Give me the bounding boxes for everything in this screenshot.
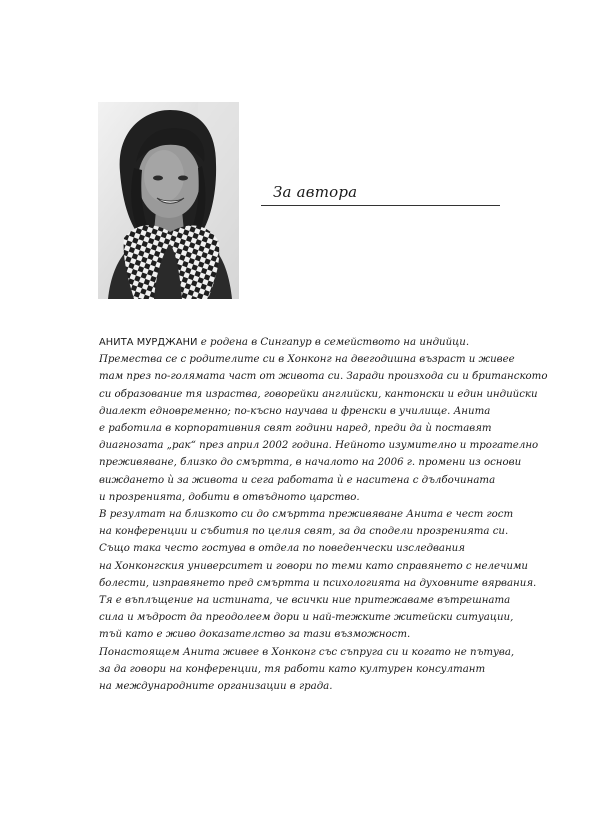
bio-line: Понастоящем Анита живее в Хонконг със съпруга си и когато не пътува,: [99, 646, 515, 658]
author-photo: [98, 102, 239, 299]
author-portrait-icon: [98, 102, 239, 299]
bio-line: диалект едновременно; по-късно научава и френски в училище. Анита: [99, 405, 491, 417]
bio-line: и прозренията, добити в отвъдното царство.: [99, 491, 360, 503]
bio-line: сила и мъдрост да преодолеем дори и най-тежките житейски ситуации,: [99, 612, 514, 624]
bio-line: болести, изправянето пред смъртта и психологията на духовните вярвания.: [99, 577, 537, 589]
section-title: За автора: [273, 183, 358, 201]
bio-line: си образование тя израства, говорейки английски, кантонски и един индийски: [99, 388, 538, 400]
bio-line: Премества се с родителите си в Хонконг на двегодишна възраст и живее: [99, 354, 515, 366]
bio-line: на международните организации в града.: [99, 681, 333, 693]
bio-line: В резултат на близкото си до смъртта преживяване Анита е чест гост: [99, 509, 514, 521]
bio-line: [99, 334, 531, 351]
bio-line: на Хонконгския университет и говори по теми като справянето с нелечими: [99, 560, 528, 572]
bio-line: Също така често гостува в отдела по поведенчески изследвания: [99, 543, 465, 555]
author-name: АНИТА МУРДЖАНИ: [99, 337, 198, 348]
bio-line: диагнозата „рак“ през април 2002 година. Нейното изумително и трогателно: [99, 440, 539, 452]
bio-line: тъй като е живо доказателство за тази възможност.: [99, 629, 411, 641]
bio-line: е работила в корпоративния свят години наред, преди да ѝ поставят: [99, 423, 492, 435]
bio-line: там през по-голямата част от живота си. Заради произхода си и британското: [99, 371, 548, 383]
title-divider: [261, 205, 500, 206]
bio-line: за да говори на конференции, тя работи като културен консултант: [99, 663, 486, 675]
bio-line: на конференции и събития по целия свят, за да сподели прозренията си.: [99, 526, 509, 538]
bio-line-text: е родена в Сингапур в семейството на индийци.: [197, 337, 470, 348]
bio-line: Тя е въплъщение на истината, че всички ние притежаваме вътрешната: [99, 595, 511, 607]
bio-line: преживяване, близко до смъртта, в началото на 2006 г. промени из основи: [99, 457, 522, 469]
bio-line: виждането ѝ за живота и сега работата ѝ е наситена с дълбочината: [99, 474, 496, 486]
author-bio: [99, 334, 548, 695]
